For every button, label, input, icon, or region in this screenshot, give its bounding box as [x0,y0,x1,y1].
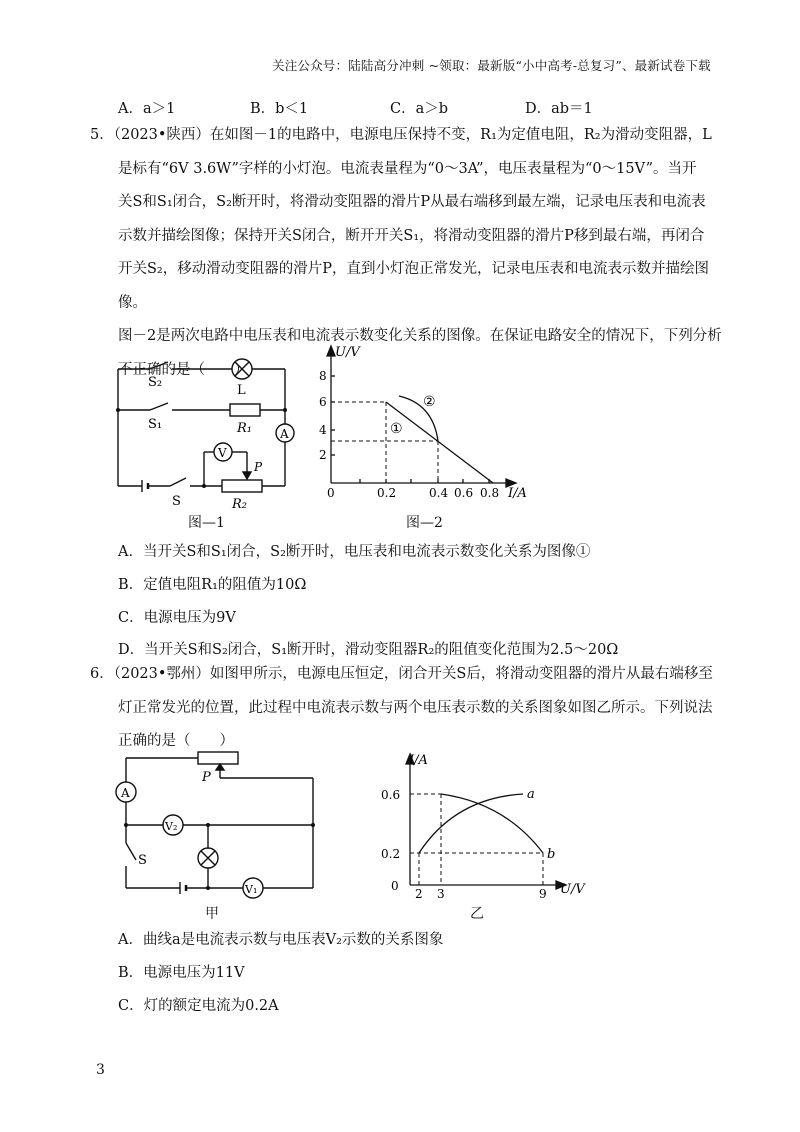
label-r2: R₂ [232,497,247,512]
x-tick: 0.8 [480,486,500,500]
curve-2-label: ② [423,394,436,410]
y-tick: 0.2 [381,847,401,861]
label-s1: S₁ [148,417,163,432]
q5-option-d: D．当开关S和S₂闭合，S₁断开时，滑动变阻器R₂的阻值变化范围为2.5～20Ω [118,642,619,658]
label-v: V [218,446,227,460]
q6-line: 正确的是（ ） [118,733,234,749]
q4-option-b: B．b＜1 [250,101,309,117]
y-tick: 6 [319,395,327,409]
q6-fig2-caption: 乙 [470,906,484,922]
y-tick: 8 [319,369,327,383]
x-tick: 3 [437,887,445,898]
q6-option-b: B．电源电压为11V [118,965,245,981]
q5-option-b: B．定值电阻R₁的阻值为10Ω [118,577,307,593]
x-tick: 0 [391,879,399,893]
x-axis-label: U/V [560,882,585,897]
x-tick: 0.6 [454,486,474,500]
curve-a-label: a [527,787,535,802]
curve-1-label: ① [390,421,403,437]
label-p: P [202,770,211,785]
q5-line: 开关S₂，移动滑动变阻器的滑片P，直到小灯泡正常发光，记录电压表和电流表示数并描绘图像。 [118,261,709,311]
q4-option-a: A．a＞1 [118,101,176,117]
q5-fig2-caption: 图—2 [406,515,443,531]
x-tick: 2 [415,887,423,898]
label-r1: R₁ [237,421,252,436]
q5-line: 5．（2023•陕西）在如图－1的电路中，电源电压保持不变，R₁为定值电阻，R₂为滑动变阻器，L [90,127,712,143]
q5-line: 关S和S₁闭合，S₂断开时，将滑动变阻器的滑片P从最右端移到最左端，记录电压表和电流表 [118,194,706,210]
q6-stem [90,658,730,759]
q6-graph [375,748,595,898]
q5-line: 示数并描绘图像；保持开关S闭合，断开开关S₁，将滑动变阻器的滑片P移到最右端，再闭合 [118,227,705,244]
label-a: A [121,786,130,800]
y-axis-label: I/A [409,753,428,768]
y-tick: 2 [319,448,327,462]
y-axis-label: U/V [335,345,360,360]
y-tick: 0.6 [381,788,401,802]
q5-option-a: A．当开关S和S₁闭合，S₂断开时，电压表和电流表示数变化关系为图像① [118,544,591,560]
q5-line: 图－2是两次电路中电压表和电流表示数变化关系的图像。在保证电路安全的情况下，下列分析 [118,328,722,344]
x-tick: 0 [327,486,335,500]
label-a: A [280,427,289,441]
x-tick: 9 [539,887,547,898]
q6-fig1-caption: 甲 [205,906,219,922]
label-v1: V₁ [245,883,258,896]
label-s: S [138,853,147,868]
q5-line: 不正确的是（ ） [118,361,249,378]
q5-fig1-caption: 图—1 [188,515,225,531]
x-tick: 0.2 [377,486,397,500]
page-header: 关注公众号：陆陆高分冲刺 ~领取：最新版“小中高考-总复习”、最新试卷下载 [272,58,711,73]
y-tick: 4 [319,423,327,437]
q6-option-a: A．曲线a是电流表示数与电压表V₂示数的关系图象 [118,932,444,948]
q5-graph [315,340,545,510]
label-v2: V₂ [165,820,178,833]
q5-option-c: C．电源电压为9V [118,610,236,626]
x-axis-label: I/A [508,486,527,501]
curve-b-label: b [547,847,556,862]
label-s2: S₂ [148,375,163,390]
page-number: 3 [96,1062,105,1078]
q5-circuit-diagram [110,352,310,522]
q6-option-c: C．灯的额定电流为0.2A [118,998,279,1014]
x-tick: 0.4 [429,486,449,500]
q5-line: 是标有“6V 3.6W”字样的小灯泡。电流表量程为“0～3A”，电压表量程为“0～15V”。当开 [118,160,697,177]
q6-circuit-diagram [108,748,328,908]
q6-line: 6．（2023•鄂州）如图甲所示，电源电压恒定，闭合开关S后，将滑动变阻器的滑片从最右端移至 [90,666,713,682]
q6-line: 灯正常发光的位置，此过程中电流表示数与两个电压表示数的关系图象如图乙所示。下列说法 [118,699,713,716]
label-l: L [237,383,246,398]
q4-option-d: D．ab＝1 [525,101,593,117]
q4-option-c: C．a＞b [390,101,449,117]
label-p: P [254,460,263,474]
label-s: S [172,494,181,509]
